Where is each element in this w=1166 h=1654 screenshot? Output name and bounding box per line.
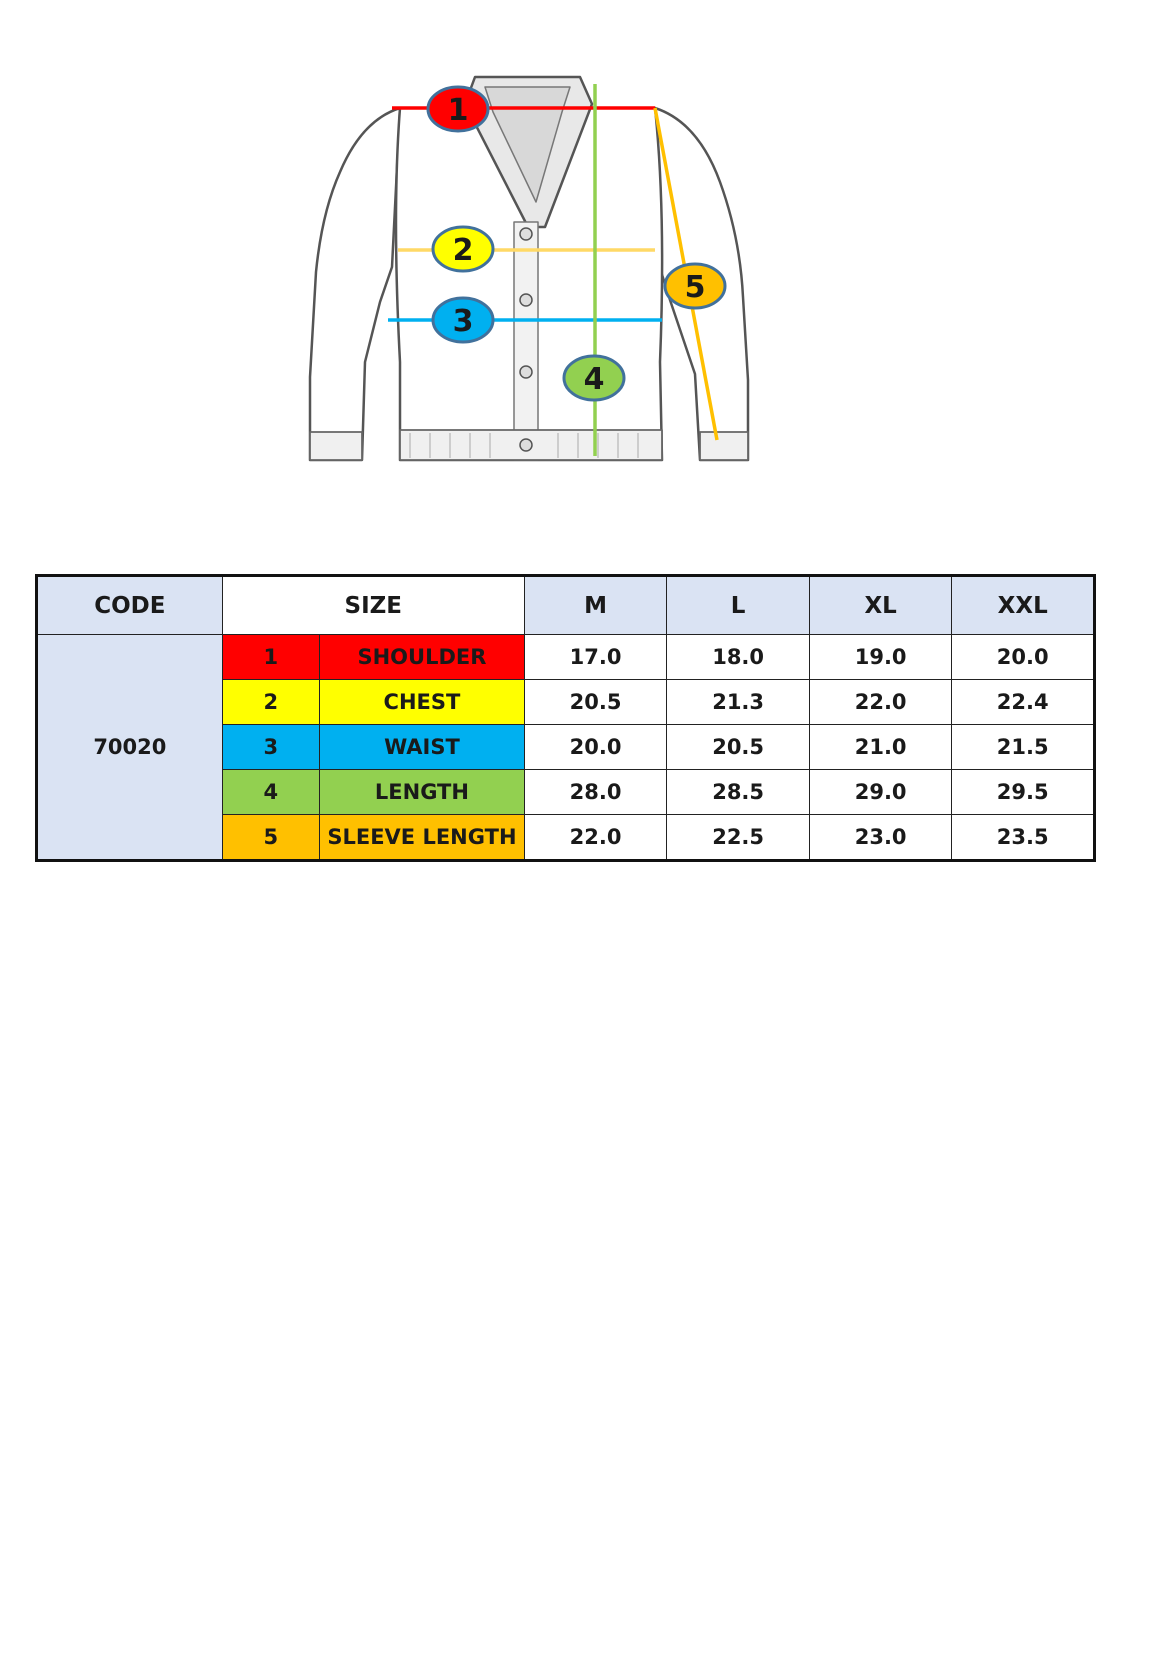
header-size-xl: XL bbox=[809, 576, 952, 635]
value-cell: 21.0 bbox=[809, 725, 952, 770]
value-cell: 19.0 bbox=[809, 635, 952, 680]
row-number: 5 bbox=[222, 815, 319, 861]
marker-1-label: 1 bbox=[447, 93, 469, 128]
measurement-name: CHEST bbox=[320, 680, 525, 725]
value-cell: 20.0 bbox=[952, 635, 1095, 680]
value-cell: 22.0 bbox=[524, 815, 667, 861]
measurement-name: LENGTH bbox=[320, 770, 525, 815]
measurement-name: SLEEVE LENGTH bbox=[320, 815, 525, 861]
measurement-name: WAIST bbox=[320, 725, 525, 770]
row-number: 1 bbox=[222, 635, 319, 680]
header-size: SIZE bbox=[222, 576, 524, 635]
size-chart-table bbox=[35, 574, 1096, 862]
product-code: 70020 bbox=[37, 635, 223, 861]
marker-3-label: 3 bbox=[452, 304, 474, 339]
value-cell: 21.3 bbox=[667, 680, 810, 725]
value-cell: 29.5 bbox=[952, 770, 1095, 815]
table-row bbox=[37, 635, 1095, 680]
row-number: 2 bbox=[222, 680, 319, 725]
marker-4 bbox=[564, 356, 624, 400]
marker-2 bbox=[433, 227, 493, 271]
value-cell: 28.0 bbox=[524, 770, 667, 815]
marker-2-label: 2 bbox=[452, 233, 474, 268]
marker-1 bbox=[428, 87, 488, 131]
cardigan-measurement-diagram bbox=[300, 62, 800, 482]
row-number: 4 bbox=[222, 770, 319, 815]
header-size-l: L bbox=[667, 576, 810, 635]
marker-4-label: 4 bbox=[583, 362, 605, 397]
value-cell: 20.5 bbox=[524, 680, 667, 725]
value-cell: 22.4 bbox=[952, 680, 1095, 725]
marker-3 bbox=[433, 298, 493, 342]
value-cell: 28.5 bbox=[667, 770, 810, 815]
header-size-xxl: XXL bbox=[952, 576, 1095, 635]
value-cell: 20.5 bbox=[667, 725, 810, 770]
value-cell: 29.0 bbox=[809, 770, 952, 815]
value-cell: 20.0 bbox=[524, 725, 667, 770]
value-cell: 18.0 bbox=[667, 635, 810, 680]
measurement-name: SHOULDER bbox=[320, 635, 525, 680]
value-cell: 23.5 bbox=[952, 815, 1095, 861]
value-cell: 22.5 bbox=[667, 815, 810, 861]
header-code: CODE bbox=[37, 576, 223, 635]
value-cell: 17.0 bbox=[524, 635, 667, 680]
value-cell: 22.0 bbox=[809, 680, 952, 725]
marker-5-label: 5 bbox=[684, 270, 706, 305]
header-size-m: M bbox=[524, 576, 667, 635]
table-header-row bbox=[37, 576, 1095, 635]
row-number: 3 bbox=[222, 725, 319, 770]
marker-5 bbox=[665, 264, 725, 308]
value-cell: 23.0 bbox=[809, 815, 952, 861]
value-cell: 21.5 bbox=[952, 725, 1095, 770]
